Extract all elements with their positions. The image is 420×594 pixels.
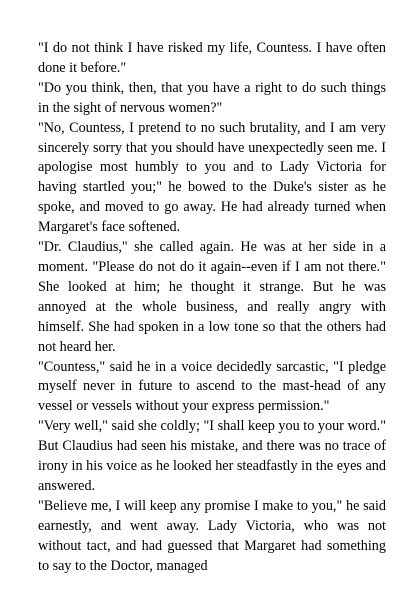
paragraph-very-well: "Very well," said she coldly; "I shall keep you to your word." But Claudius had seen his mistake, and there was no trace of irony in his voice as he looked her steadfastly in the eyes and answered. <box>38 418 386 494</box>
paragraph-believe-me: "Believe me, I will keep any promise I make to you," he said earnestly, and went away. Lady Victoria, who was not without tact, and had guessed that Margaret had something to say to the Doctor, managed <box>38 497 386 574</box>
paragraph-risked-life: "I do not think I have risked my life, Countess. I have often done it before." <box>38 40 386 76</box>
document-page <box>38 39 386 576</box>
paragraph-apology: "No, Countess, I pretend to no such brutality, and I am very sincerely sorry that you should have unexpectedly seen me. I apologise most humbly to you and to Lady Victoria for having startled you;" he bowed to the Duke's sister as he spoke, and moved to go away. He had already turned when Margaret's face softened. <box>38 119 386 236</box>
paragraph-right-to-do: "Do you think, then, that you have a right to do such things in the sight of nervous women?" <box>38 79 386 116</box>
paragraph-pledge: "Countess," said he in a voice decidedly sarcastic, "I pledge myself never in future to ascend to the mast-head of any vessel or vessels without your express permission." <box>38 358 386 415</box>
paragraph-dr-claudius: "Dr. Claudius," she called again. He was at her side in a moment. "Please do not do it again--even if I am not there." She looked at him; he thought it strange. But he was annoyed at the whole business, and really angry with himself. She had spoken in a low tone so that the others had not heard her. <box>38 239 386 355</box>
